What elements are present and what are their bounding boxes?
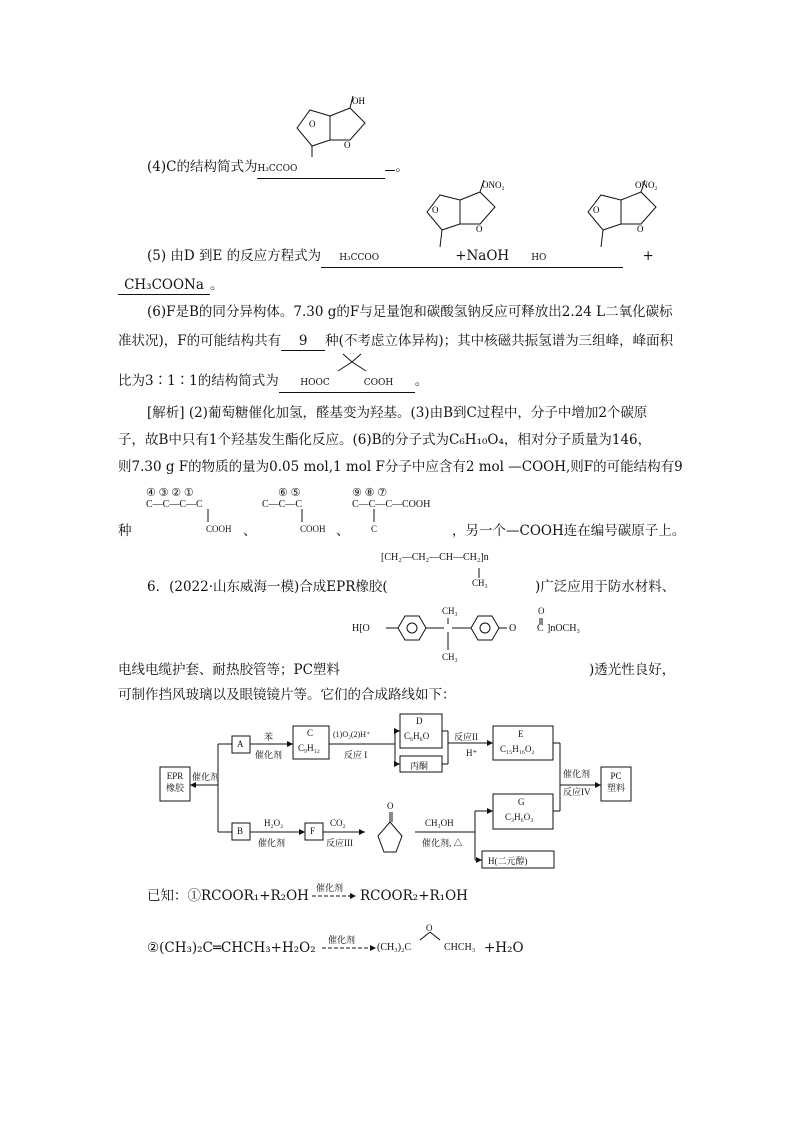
s2-nums: ⑥ ⑤ — [278, 487, 301, 499]
analysis-line4-post: ，另一个—COOH连在编号碳原子上。 — [452, 523, 686, 539]
s1-chain: C—C—C—C — [146, 499, 203, 510]
pc-ch3-top: CH₃ — [442, 606, 458, 616]
epr-formula: [CH₂—CH₂—CH—CH₂]n — [381, 552, 489, 563]
p6-line1-pre: 6．(2022·山东威海一模)合成EPR橡胶( — [147, 579, 388, 595]
q6-answer-structure — [338, 354, 366, 371]
pc-structure — [386, 616, 542, 650]
q5-ono2-2: ONO₂ — [635, 180, 658, 190]
q5-line1: (5) 由D 到E 的反应方程式为 H₃CCOO +NaOH HO + — [147, 247, 623, 268]
flow-r2-bot: H⁺ — [466, 748, 478, 758]
svg-text:O: O — [309, 119, 316, 129]
known-line2-post: +H₂O — [484, 940, 524, 956]
pc-o-top: O — [538, 606, 545, 616]
pc-c: C — [537, 623, 544, 634]
flow-f: F — [310, 826, 316, 836]
flow-c1: C — [307, 728, 314, 738]
q4-line: (4)C的结构简式为H₃CCOO 。 — [147, 158, 409, 179]
flow-acetone: 丙酮 — [410, 761, 429, 771]
flow-epr: EPR 橡胶 — [165, 771, 184, 793]
svg-text:O: O — [432, 205, 439, 215]
known-line2-o: O — [426, 923, 433, 933]
flow-b: B — [237, 826, 244, 836]
p6-line1-post: )广泛应用于防水材料、 — [535, 579, 676, 595]
flow-r2-top: 反应II — [454, 732, 478, 742]
flow-r1-top: (1)O₂(2)H⁺ — [333, 730, 371, 739]
epr-ch3: CH₃ — [472, 578, 488, 588]
s1-nums: ④ ③ ② ① — [146, 487, 194, 499]
flow-e2: C₁₅H₁₆O₂ — [500, 744, 535, 754]
flow-d2: C₆H₆O — [404, 731, 430, 741]
analysis-line3: 则7.30 g F的物质的量为0.05 mol,1 mol F分子中应含有2 mol —COOH,则F的可能结构有9 — [118, 459, 683, 475]
q5-ono2-1: ONO₂ — [482, 180, 505, 190]
q5-line2: CH₃COONa 。 — [118, 276, 224, 295]
analysis-line1: [解析] (2)葡萄糖催化加氢，醛基变为羟基。(3)由B到C过程中，分子中增加2个碳原 — [147, 405, 648, 421]
svg-text:O: O — [593, 205, 600, 215]
p6-line2-post: )透光性良好， — [589, 662, 676, 678]
flow-ben: 苯 — [264, 732, 274, 742]
q4-oh: OH — [352, 96, 365, 106]
flow-lines — [160, 714, 631, 868]
s2-chain: C—C—C — [262, 499, 303, 510]
svg-text:O: O — [344, 140, 351, 150]
pc-left: H[O — [352, 623, 370, 634]
flow-r1-bot: 反应 I — [344, 750, 368, 760]
known-line2-ch: CHCH₃ — [444, 942, 476, 953]
flow-cat: 催化剂 — [192, 772, 220, 782]
analysis-sep2: 、 — [336, 523, 350, 539]
s2-cooh: COOH — [300, 524, 326, 534]
s3-c: C — [371, 524, 378, 534]
flow-r4-bot: 反应IV — [563, 787, 591, 797]
flow-r3: 反应III — [326, 838, 353, 848]
s3-nums: ⑨ ⑧ ⑦ — [352, 487, 388, 499]
flow-h2o2: H₂O₂ — [264, 818, 284, 828]
analysis-structures — [208, 509, 374, 522]
svg-text:O: O — [637, 224, 644, 234]
flow-g1: G — [518, 797, 525, 807]
known-line1-cat: 催化剂 — [316, 883, 344, 893]
flow-r4-top: 催化剂 — [563, 769, 591, 779]
flow-co2: CO₂ — [330, 818, 346, 828]
flow-cat-a: 催化剂 — [255, 750, 283, 760]
flow-a: A — [237, 739, 244, 749]
flow-e1: E — [518, 729, 524, 739]
known-line2-pre: ②(CH₃)₂C═CHCH₃+H₂O₂ — [147, 940, 316, 956]
known-line1-post: RCOOR₂+R₁OH — [360, 888, 468, 904]
flow-d1: D — [416, 716, 423, 726]
known-line2-prod: (CH₃)₂C — [377, 942, 412, 953]
flow-cat-b: 催化剂 — [258, 838, 286, 848]
p6-line3: 可制作挡风玻璃以及眼镜镜片等。它们的合成路线如下： — [118, 687, 456, 703]
q6-line2: 准状况)，F的可能结构共有 9 种(不考虑立体异构)；其中核磁共振氢谱为三组峰，峰面积 — [118, 333, 674, 349]
known-line1-pre: 已知：①RCOOR₁+R₂OH — [147, 888, 309, 904]
analysis-line4-pre: 种 — [118, 523, 132, 539]
flow-ring-o: O — [387, 801, 394, 811]
analysis-sep1: 、 — [243, 523, 257, 539]
flow-h: H(二元醇) — [488, 856, 528, 866]
flow-pc: PC 塑料 — [606, 771, 625, 793]
known-line2-cat: 催化剂 — [328, 935, 356, 945]
analysis-line2: 子，故B中只有1个羟基发生酯化反应。(6)B的分子式为C₆H₁₀O₄，相对分子质量为146， — [118, 432, 652, 448]
flow-cat-heat: 催化剂, △ — [422, 838, 463, 848]
q6-line3: 比为3∶1∶1的结构简式为 HOOC COOH 。 — [118, 372, 428, 393]
pc-o: O — [509, 623, 517, 634]
flow-ch3oh: CH₃OH — [425, 818, 454, 828]
pc-right: ]nOCH₃ — [547, 623, 580, 634]
flow-g2: C₃H₆O₃ — [505, 812, 534, 822]
svg-text:O: O — [476, 224, 483, 234]
pc-ch3-bot: CH₃ — [442, 652, 458, 662]
s1-cooh: COOH — [206, 524, 232, 534]
s3-chain: C—C—C—COOH — [352, 499, 431, 510]
p6-line2-pre: 电线电缆护套、耐热胶管等；PC塑料 — [118, 662, 340, 678]
flow-c2: C₉H₁₂ — [298, 743, 320, 753]
q6-line1: (6)F是B的同分异构体。7.30 g的F与足量饱和碳酸氢钠反应可释放出2.24 L二氧化碳标 — [147, 304, 673, 320]
